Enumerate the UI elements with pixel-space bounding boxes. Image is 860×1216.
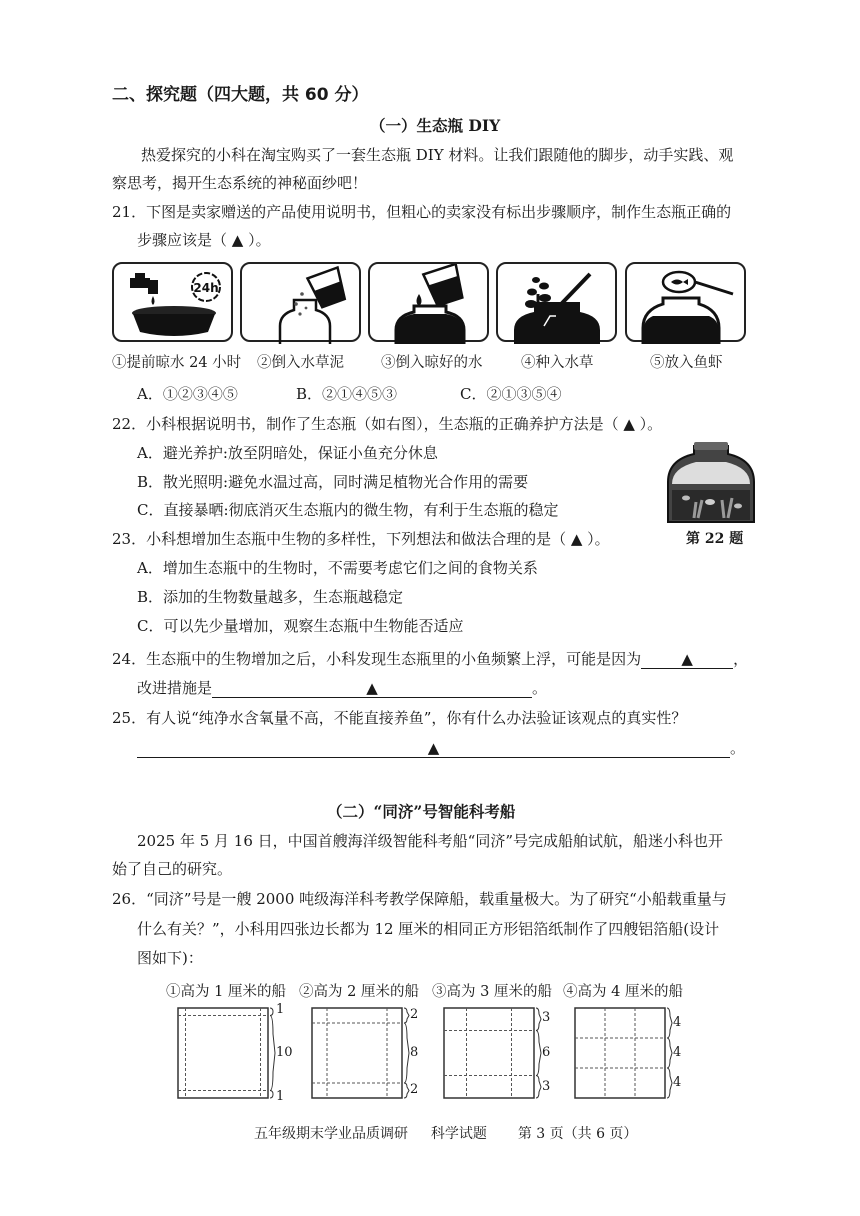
part1-intro-line1: 热爱探究的小科在淘宝购买了一套生态瓶 DIY 材料。让我们跟随他的脚步，动手实践、观 bbox=[141, 146, 734, 164]
q24-answer-blank1[interactable]: ▲ bbox=[641, 651, 733, 669]
section-title: 二、探究题（四大题，共 60 分） bbox=[112, 85, 369, 105]
q23-text: 23．小科想增加生态瓶中生物的多样性，下列想法和做法合理的是（ ▲ ）。 bbox=[112, 530, 610, 548]
ship3-label: ③高为 3 厘米的船 bbox=[432, 984, 552, 1000]
ship2-seg-top: 2 bbox=[410, 1007, 419, 1022]
pour-mud-icon bbox=[242, 264, 363, 344]
step1-panel bbox=[112, 262, 233, 342]
ship1-label: ①高为 1 厘米的船 bbox=[166, 984, 286, 1000]
q21-option-c: C．②①③⑤④ bbox=[460, 385, 562, 403]
ship4-seg-mid: 4 bbox=[673, 1045, 682, 1060]
ship4-seg-bot: 4 bbox=[673, 1075, 682, 1090]
q25-period: 。 bbox=[730, 739, 746, 757]
ship4-seg-top: 4 bbox=[673, 1015, 682, 1030]
svg-text:24h: 24h bbox=[193, 281, 219, 295]
q21-text-line2: 步骤应该是（ ▲ ）。 bbox=[137, 231, 271, 249]
ship1-seg-bot: 1 bbox=[276, 1089, 285, 1104]
q23-option-b: B．添加的生物数量越多，生态瓶越稳定 bbox=[137, 588, 404, 606]
q25-answer-blank[interactable]: ▲ bbox=[137, 740, 730, 758]
q24-question: 24．生态瓶中的生物增加之后，小科发现生态瓶里的小鱼频繁上浮，可能是因为 bbox=[112, 650, 642, 668]
ship3-seg-top: 3 bbox=[542, 1010, 551, 1025]
part2-intro-line1: 2025 年 5 月 16 日，中国首艘海洋级智能科考船“同济”号完成船舶试航，船迷小科也开 bbox=[137, 832, 723, 850]
eco-bottle-figure bbox=[664, 440, 758, 524]
part1-title: （一）生态瓶 DIY bbox=[370, 116, 501, 135]
q24-text-line1 bbox=[112, 648, 748, 669]
step4-panel bbox=[496, 262, 617, 342]
add-fish-net-icon bbox=[627, 264, 748, 344]
ship2-seg-bot: 2 bbox=[410, 1082, 419, 1097]
part1-intro-line2: 察思考，揭开生态系统的神秘面纱吧！ bbox=[112, 174, 368, 192]
part2-title: （二）“同济”号智能科考船 bbox=[327, 802, 516, 821]
q21-text-line1: 21．下图是卖家赠送的产品使用说明书，但粗心的卖家没有标出步骤顺序，制作生态瓶正确的 bbox=[112, 203, 732, 221]
q22-figure-caption: 第 22 题 bbox=[686, 531, 744, 547]
pour-water-icon bbox=[370, 264, 491, 344]
q21-option-a: A．①②③④⑤ bbox=[137, 385, 238, 403]
q21-option-b: B．②①④⑤③ bbox=[296, 385, 398, 403]
footer-exam: 五年级期末学业品质调研 bbox=[254, 1126, 408, 1142]
footer-page: 第 3 页（共 6 页） bbox=[517, 1126, 638, 1142]
ship2-label: ②高为 2 厘米的船 bbox=[299, 984, 419, 1000]
step3-panel bbox=[368, 262, 489, 342]
q26-text-line3: 图如下)： bbox=[137, 949, 203, 967]
q25-text: 25．有人说“纯净水含氧量不高，不能直接养鱼”，你有什么办法验证该观点的真实性？ bbox=[112, 709, 687, 727]
footer bbox=[254, 1123, 637, 1143]
q24-answer-blank2[interactable]: ▲ bbox=[212, 680, 532, 698]
step2-panel bbox=[240, 262, 361, 342]
part2-intro-line2: 始了自己的研究。 bbox=[112, 860, 233, 878]
q23-option-a: A．增加生态瓶中的生物时，不需要考虑它们之间的食物关系 bbox=[137, 559, 538, 577]
step4-label: ④种入水草 bbox=[521, 355, 594, 371]
q24-text-line2 bbox=[137, 677, 547, 698]
plant-grass-icon bbox=[498, 264, 619, 344]
q22-option-c: C．直接暴晒:彻底消灭生态瓶内的微生物，有利于生态瓶的稳定 bbox=[137, 501, 559, 519]
ship3-seg-bot: 3 bbox=[542, 1079, 551, 1094]
q24-period: 。 bbox=[532, 679, 548, 697]
footer-subject: 科学试题 bbox=[430, 1126, 487, 1142]
q25-answer-line bbox=[137, 737, 745, 758]
step3-label: ③倒入晾好的水 bbox=[381, 355, 483, 371]
ship3-seg-mid: 6 bbox=[542, 1045, 551, 1060]
step5-panel bbox=[625, 262, 746, 342]
ship1-seg-top: 1 bbox=[276, 1002, 285, 1017]
q22-option-a: A．避光养护:放至阴暗处，保证小鱼充分休息 bbox=[137, 444, 438, 462]
step5-label: ⑤放入鱼虾 bbox=[650, 355, 723, 371]
q24-prefix: 改进措施是 bbox=[137, 679, 213, 697]
q26-text-line2: 什么有关？”，小科用四张边长都为 12 厘米的相同正方形铝箔纸制作了四艘铝箔船(设计 bbox=[137, 920, 720, 938]
q22-option-b: B．散光照明:避免水温过高，同时满足植物光合作用的需要 bbox=[137, 473, 529, 491]
q22-text: 22．小科根据说明书，制作了生态瓶（如右图），生态瓶的正确养护方法是（ ▲ ）。 bbox=[112, 415, 663, 433]
q26-text-line1: 26．“同济”号是一艘 2000 吨级海洋科考教学保障船，载重量极大。为了研究“小船载重量与 bbox=[112, 890, 727, 908]
ship2-seg-mid: 8 bbox=[410, 1045, 419, 1060]
q24-comma: ， bbox=[733, 650, 749, 668]
q23-option-c: C．可以先少量增加，观察生态瓶中生物能否适应 bbox=[137, 617, 464, 635]
step1-label: ①提前晾水 24 小时 bbox=[112, 355, 242, 371]
ship1-seg-mid: 10 bbox=[276, 1045, 293, 1060]
ship4-label: ④高为 4 厘米的船 bbox=[563, 984, 683, 1000]
step2-label: ②倒入水草泥 bbox=[257, 355, 344, 371]
faucet-basin-24h-icon bbox=[114, 264, 235, 344]
